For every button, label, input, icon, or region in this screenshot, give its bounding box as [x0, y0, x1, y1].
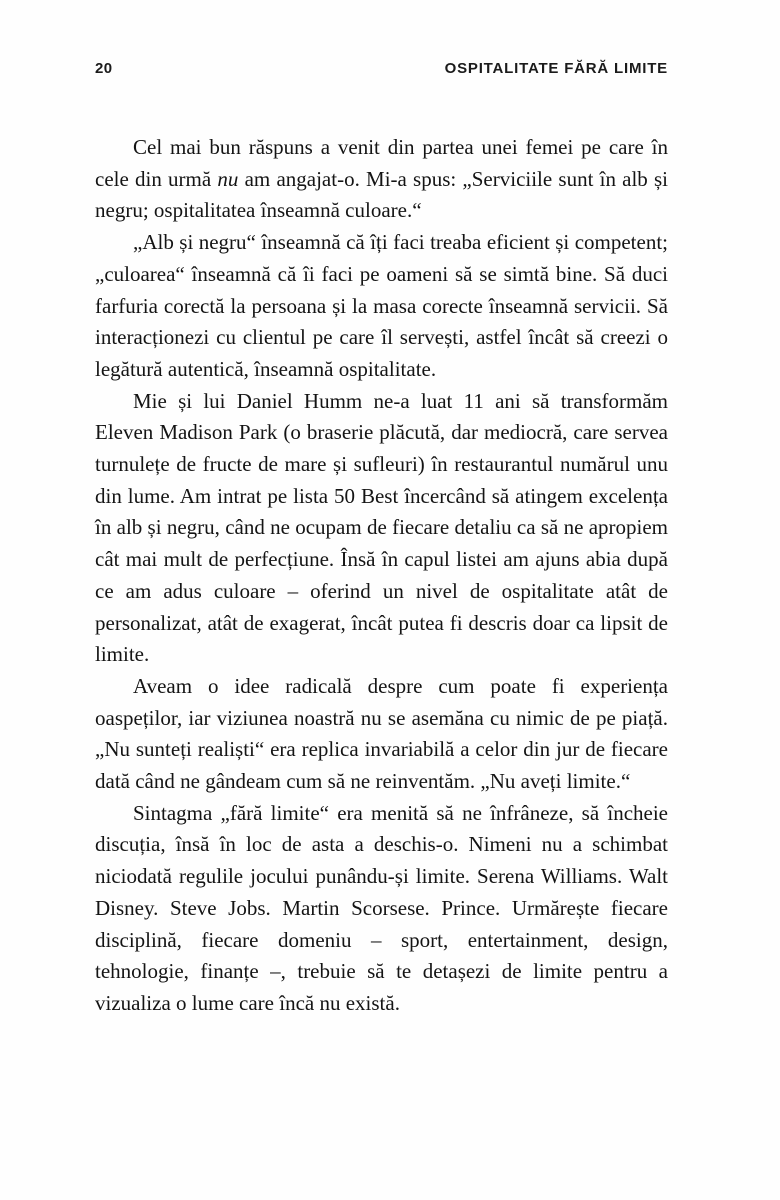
paragraph	[95, 671, 668, 798]
italic-text-run: nu	[217, 166, 239, 191]
text-run: Cel mai bun răspuns a venit din partea unei femei pe care în cele din urmă	[95, 135, 668, 191]
paragraph	[95, 227, 668, 386]
text-run: Aveam o idee radicală despre cum poate fi experiența oaspeților, iar viziunea noastră nu se asemăna cu nimic de pe piață. „Nu sunteți realiști“ era replica invariabilă a celor din jur de fiecare dată când ne gândeam cum să ne reinventăm. „Nu aveți limite.“	[95, 673, 668, 794]
running-head: OSPITALITATE FĂRĂ LIMITE	[444, 60, 668, 77]
paragraph	[95, 132, 668, 227]
paragraph	[95, 798, 668, 1020]
paragraph	[95, 386, 668, 671]
text-run: Mie și lui Daniel Humm ne-a luat 11 ani să transformăm Eleven Madison Park (o braserie plăcută, dar mediocră, care servea turnulețe de fructe de mare și sufleuri) în restaurantul numărul unu din lume. Am intrat pe lista 50 Best încercând să atingem excelența în alb și negru, când ne ocupam de fiecare detaliu ca să ne apropiem cât mai mult de perfecțiune. Însă în capul listei am ajuns abia după ce am adus culoare – oferind un nivel de ospitalitate atât de personalizat, atât de exagerat, încât putea fi descris doar ca lipsit de limite.	[95, 388, 668, 667]
text-run: „Alb și negru“ înseamnă că îți faci treaba eficient și competent; „culoarea“ înseamnă că îi faci pe oameni să se simtă bine. Să duci farfuria corectă la persoana și la masa corecte înseamnă servicii. Să interacționezi cu clientul pe care îl servești, astfel încât să creezi o legătură autentică, înseamnă ospitalitate.	[95, 230, 668, 381]
text-run: am angajat-o. Mi-a spus: „Serviciile sunt în alb și negru; ospitalitatea înseamnă culoare.“	[95, 166, 669, 223]
body-text	[95, 132, 668, 1020]
text-run: Sintagma „fără limite“ era menită să ne înfrâneze, să încheie discuția, însă în loc de asta a deschis-o. Nimeni nu a schimbat niciodată regulile jocului punându-și limite. Serena Williams. Walt Disney. Steve Jobs. Martin Scorsese. Prince. Urmărește fiecare disciplină, fiecare domeniu – sport, entertainment, design, tehnologie, finanțe –, trebuie să te detașezi de limite pentru a vizualiza o lume care încă nu există.	[95, 800, 668, 1015]
page-header	[95, 60, 668, 77]
page-number: 20	[95, 60, 113, 77]
